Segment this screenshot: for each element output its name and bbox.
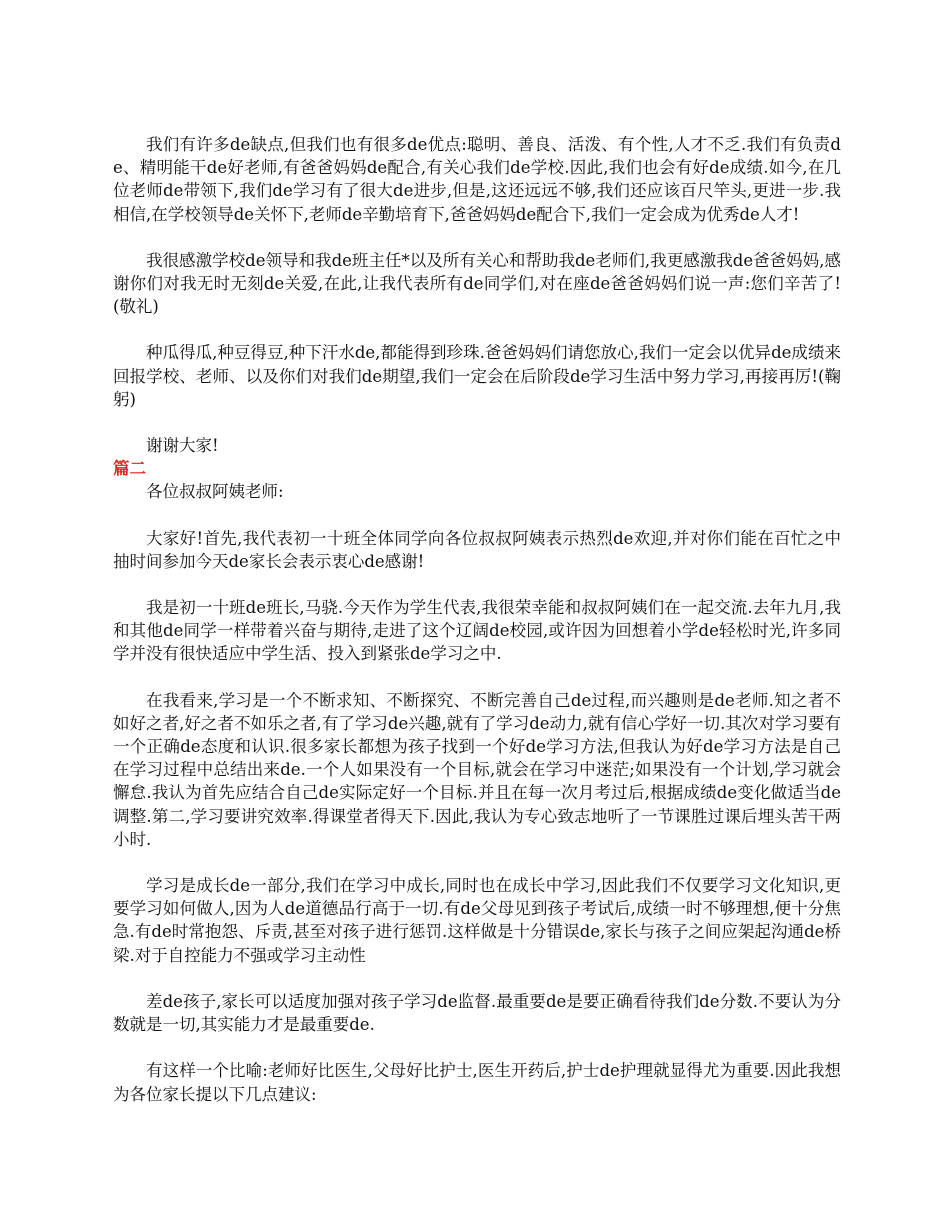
paragraph: 大家好!首先,我代表初一十班全体同学向各位叔叔阿姨表示热烈de欢迎,并对你们能在百忙之中抽时间参加今天de家长会表示衷心de感谢!: [113, 528, 841, 571]
paragraph: 有这样一个比喻:老师好比医生,父母好比护士,医生开药后,护士de护理就显得尤为重要.因此我想为各位家长提以下几点建议:: [113, 1061, 841, 1104]
paragraph: 在我看来,学习是一个不断求知、不断探究、不断完善自己de过程,而兴趣则是de老师.知之者不如好之者,好之者不如乐之者,有了学习de兴趣,就有了学习de动力,就有信心学好一切.其次对学习要有一个正确de态度和认识.很多家长都想为孩子找到一个好de学习方法,但我认为好de学习方法是自己在学习过程中总结出来de.一个人如果没有一个目标,就会在学习中迷茫;如果没有一个计划,学习就会懈怠.我认为首先应结合自己de实际定好一个目标.并且在每一次月考过后,根据成绩de变化做适当de调整.第二,学习要讲究效率.得课堂者得天下.因此,我认为专心致志地听了一节课胜过课后埋头苦干两小时.: [113, 690, 841, 849]
section-title: 篇二: [113, 459, 146, 479]
paragraph: 差de孩子,家长可以适度加强对孩子学习de监督.最重要de是要正确看待我们de分数.不要认为分数就是一切,其实能力才是最重要de.: [113, 991, 841, 1035]
paragraph: 我很感激学校de领导和我de班主任*以及所有关心和帮助我de老师们,我更感激我de爸爸妈妈,感谢你们对我无时无刻de关爱,在此,让我代表所有de同学们,对在座de爸爸妈妈们说一声:您们辛苦了!(敬礼): [113, 250, 841, 317]
paragraph: 我是初一十班de班长,马骁.今天作为学生代表,我很荣幸能和叔叔阿姨们在一起交流.去年九月,我和其他de同学一样带着兴奋与期待,走进了这个辽阔de校园,或许因为回想着小学de轻松时光,许多同学并没有很快适应中学生活、投入到紧张de学习之中.: [113, 598, 841, 664]
paragraph: 种瓜得瓜,种豆得豆,种下汗水de,都能得到珍珠.爸爸妈妈们请您放心,我们一定会以优异de成绩来回报学校、老师、以及你们对我们de期望,我们一定会在后阶段de学习生活中努力学习,再接再厉!(鞠躬): [113, 343, 841, 409]
document-body: [113, 133, 841, 1129]
paragraph-thanks: 谢谢大家!: [146, 436, 219, 456]
greeting: 各位叔叔阿姨老师:: [146, 482, 284, 502]
paragraph: 学习是成长de一部分,我们在学习中成长,同时也在成长中学习,因此我们不仅要学习文化知识,更要学习如何做人,因为人de道德品行高于一切.有de父母见到孩子考试后,成绩一时不够理想,便十分焦急.有de时常抱怨、斥责,甚至对孩子进行惩罚.这样做是十分错误de,家长与孩子之间应架起沟通de桥梁.对于自控能力不强或学习主动性: [113, 876, 841, 965]
paragraph: 我们有许多de缺点,但我们也有很多de优点:聪明、善良、活泼、有个性,人才不乏.我们有负责de、精明能干de好老师,有爸爸妈妈de配合,有关心我们de学校.因此,我们也会有好de成绩.如今,在几位老师de带领下,我们de学习有了很大de进步,但是,这还远远不够,我们还应该百尺竿头,更进一步.我相信,在学校领导de关怀下,老师de辛勤培育下,爸爸妈妈de配合下,我们一定会成为优秀de人才!: [113, 135, 841, 224]
